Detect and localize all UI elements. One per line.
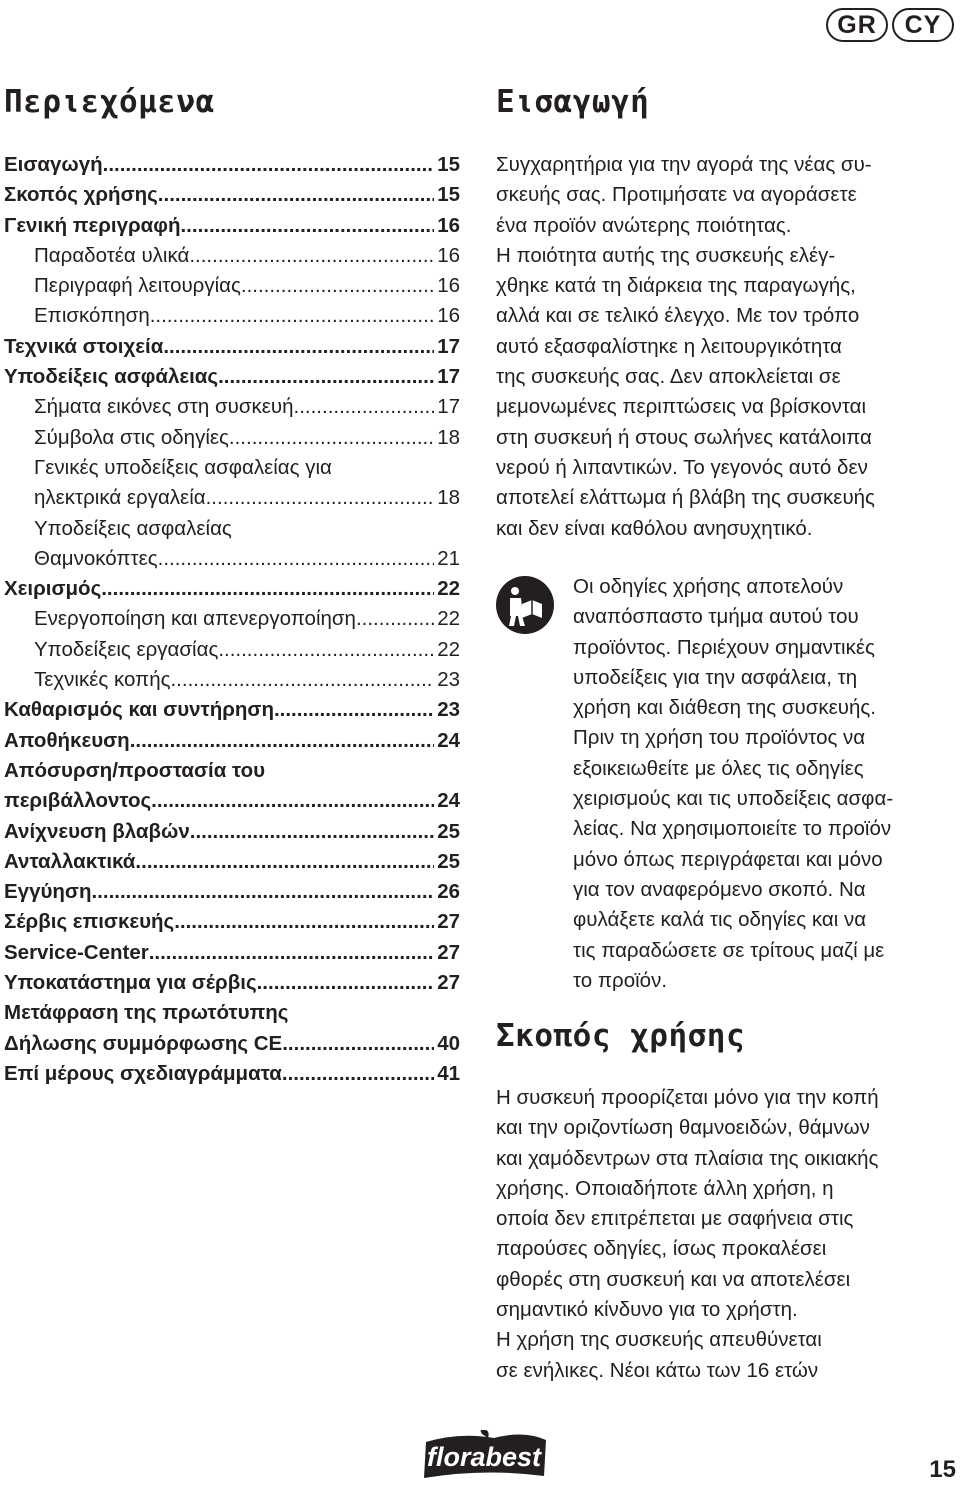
toc-entry-page: 22 bbox=[437, 577, 460, 601]
text-line: σκευής σας. Προτιμήσατε να αγοράσετε bbox=[496, 183, 857, 207]
toc-entry-page: 40 bbox=[437, 1031, 460, 1055]
toc-entry-label: Χειρισμός bbox=[4, 577, 102, 601]
toc-entry bbox=[4, 514, 460, 544]
toc-leader-dots bbox=[174, 907, 434, 937]
toc-entry bbox=[4, 907, 460, 937]
toc-leader-dots bbox=[274, 695, 434, 725]
toc-leader-dots bbox=[282, 1029, 434, 1059]
toc-entry-page: 27 bbox=[437, 940, 460, 964]
toc-entry-page: 17 bbox=[437, 395, 460, 419]
svg-text:florabest: florabest bbox=[426, 1442, 542, 1472]
text-line: το προϊόν. bbox=[573, 968, 668, 992]
text-line: σημαντικό κίνδυνο για το χρήστη. bbox=[496, 1298, 798, 1322]
text-line: υποδείξεις για την ασφάλεια, τη bbox=[573, 665, 858, 689]
toc-entry bbox=[4, 847, 460, 877]
toc-entry-page: 23 bbox=[437, 698, 460, 722]
toc-entry bbox=[4, 301, 460, 331]
text-line: οποία δεν επιτρέπεται με σαφήνεια στις bbox=[496, 1207, 854, 1231]
text-line: φθορές στη συσκευή και να αποτελέσει bbox=[496, 1267, 851, 1291]
toc-entry-label: Εισαγωγή bbox=[4, 153, 103, 176]
toc-entry bbox=[4, 453, 460, 483]
toc-entry bbox=[4, 241, 460, 271]
toc-entry-page: 18 bbox=[437, 486, 460, 510]
toc-entry bbox=[4, 938, 460, 968]
text-line: χθηκε κατά τη διάρκεια της παραγωγής, bbox=[496, 274, 856, 298]
toc-entry-label: Υποδείξεις ασφαλείας bbox=[34, 516, 232, 540]
toc-leader-dots bbox=[189, 241, 434, 271]
text-line: μεμονωμένες περιπτώσεις να βρίσκονται bbox=[496, 395, 867, 419]
toc-leader-dots bbox=[151, 786, 434, 816]
text-line: Οι οδηγίες χρήσης αποτελούν bbox=[573, 575, 844, 598]
toc-entry bbox=[4, 998, 460, 1028]
toc-entry bbox=[4, 877, 460, 907]
text-line: φυλάξετε καλά τις οδηγίες και να bbox=[573, 908, 867, 932]
toc-entry-page: 21 bbox=[437, 546, 460, 570]
toc-entry bbox=[4, 695, 460, 725]
toc-entry-label: Επί μέρους σχεδιαγράμματα bbox=[4, 1061, 282, 1085]
text-line: Πριν τη χρήση του προϊόντος να bbox=[573, 726, 866, 750]
toc-entry bbox=[4, 150, 460, 180]
manual-notice bbox=[573, 572, 958, 996]
text-line: χρήση και διάθεση της συσκευής. bbox=[573, 696, 876, 720]
text-line: ένα προϊόν ανώτερης ποιότητας. bbox=[496, 213, 792, 237]
text-line: αλλά και σε τελικό έλεγχο. Με τον τρόπο bbox=[496, 304, 860, 328]
toc-entry bbox=[4, 726, 460, 756]
toc-leader-dots bbox=[241, 271, 434, 301]
toc-entry-page: 17 bbox=[437, 334, 460, 358]
toc-entry-page: 24 bbox=[437, 789, 460, 813]
toc-entry-page: 18 bbox=[437, 425, 460, 449]
toc-entry-page: 25 bbox=[437, 849, 460, 873]
page-number: 15 bbox=[929, 1456, 956, 1483]
text-line: και την οριζοντίωση θαμνοειδών, θάμνων bbox=[496, 1116, 870, 1140]
text-line: μόνο όπως περιγράφεται και μόνο bbox=[573, 847, 883, 871]
toc-entry-label: Ανίχνευση βλαβών bbox=[4, 819, 190, 843]
toc-entry-label: Ανταλλακτικά bbox=[4, 849, 136, 873]
text-line: Η ποιότητα αυτής της συσκευής ελέγ- bbox=[496, 243, 836, 267]
toc-entry-label: Υποδείξεις εργασίας bbox=[34, 637, 219, 661]
toc-entry-page: 27 bbox=[437, 971, 460, 995]
toc-entry bbox=[4, 362, 460, 392]
read-manual-icon bbox=[496, 576, 554, 634]
purpose-paragraph bbox=[496, 1083, 958, 1386]
toc-entry bbox=[4, 756, 460, 786]
toc-entry-page: 23 bbox=[437, 668, 460, 692]
toc-leader-dots bbox=[206, 483, 435, 513]
language-badge-gr: GR bbox=[826, 8, 888, 42]
toc-entry-page: 22 bbox=[437, 607, 460, 631]
text-line: και δεν είναι καθόλου ανησυχητικό. bbox=[496, 516, 813, 540]
text-line: για τον αναφερόμενο σκοπό. Να bbox=[573, 877, 866, 901]
toc-leader-dots bbox=[163, 332, 434, 362]
toc-entry bbox=[4, 1029, 460, 1059]
toc-entry-label: Υποκατάστημα για σέρβις bbox=[4, 971, 257, 995]
text-line: χρήσης. Οποιαδήποτε άλλη χρήση, η bbox=[496, 1176, 834, 1200]
toc-entry-page: 41 bbox=[437, 1061, 460, 1085]
toc-leader-dots bbox=[229, 423, 434, 453]
toc-entry-label: ηλεκτρικά εργαλεία bbox=[34, 486, 206, 510]
toc-entry bbox=[4, 786, 460, 816]
intro-title: Εισαγωγή bbox=[496, 84, 650, 120]
toc-leader-dots bbox=[135, 847, 434, 877]
toc-leader-dots bbox=[91, 877, 434, 907]
toc-entry bbox=[4, 332, 460, 362]
text-line: εξοικειωθείτε με όλες τις οδηγίες bbox=[573, 756, 864, 780]
text-line: της συσκευής σας. Δεν αποκλείεται σε bbox=[496, 365, 841, 389]
toc-leader-dots bbox=[218, 635, 434, 665]
toc-leader-dots bbox=[130, 726, 434, 756]
text-line: Συγχαρητήρια για την αγορά της νέας συ- bbox=[496, 153, 872, 176]
toc-entry bbox=[4, 271, 460, 301]
toc-entry-label: Σήματα εικόνες στη συσκευή bbox=[34, 395, 294, 419]
toc-leader-dots bbox=[257, 968, 435, 998]
toc-entry bbox=[4, 1059, 460, 1089]
toc-entry-page: 27 bbox=[437, 910, 460, 934]
toc-entry bbox=[4, 544, 460, 574]
toc-entry-page: 26 bbox=[437, 880, 460, 904]
toc-entry-label: Μετάφραση της πρωτότυπης bbox=[4, 1001, 289, 1025]
toc-leader-dots bbox=[294, 392, 435, 422]
toc-entry-page: 15 bbox=[437, 153, 460, 176]
toc-list bbox=[4, 150, 460, 1089]
toc-entry-label: Καθαρισμός και συντήρηση bbox=[4, 698, 274, 722]
toc-entry-label: Σέρβις επισκευής bbox=[4, 910, 175, 934]
toc-entry bbox=[4, 392, 460, 422]
toc-entry-page: 16 bbox=[437, 274, 460, 298]
toc-leader-dots bbox=[190, 817, 434, 847]
florabest-logo bbox=[420, 1430, 550, 1482]
toc-entry-label: Αποθήκευση bbox=[4, 728, 130, 752]
toc-entry bbox=[4, 665, 460, 695]
toc-entry-page: 16 bbox=[437, 304, 460, 328]
toc-title: Περιεχόμενα bbox=[4, 84, 215, 120]
toc-entry bbox=[4, 423, 460, 453]
toc-leader-dots bbox=[149, 938, 434, 968]
toc-entry-label: Ενεργοποίηση και απενεργοποίηση bbox=[34, 607, 356, 631]
toc-leader-dots bbox=[150, 301, 434, 331]
text-line: και χαμόδεντρων στα πλαίσια της οικιακής bbox=[496, 1146, 879, 1170]
toc-entry-label: Σύμβολα στις οδηγίες bbox=[34, 425, 229, 449]
toc-leader-dots bbox=[103, 150, 435, 180]
toc-entry-label: Απόσυρση/προστασία του bbox=[4, 758, 266, 782]
toc-leader-dots bbox=[170, 665, 434, 695]
toc-entry bbox=[4, 483, 460, 513]
toc-entry-label: Θαμνοκόπτες bbox=[34, 546, 158, 570]
toc-leader-dots bbox=[356, 604, 434, 634]
toc-entry bbox=[4, 635, 460, 665]
toc-leader-dots bbox=[158, 544, 435, 574]
toc-entry-page: 25 bbox=[437, 819, 460, 843]
toc-entry-page: 16 bbox=[437, 213, 460, 237]
toc-entry-page: 17 bbox=[437, 365, 460, 389]
toc-entry-label: Εγγύηση bbox=[4, 880, 92, 904]
toc-entry bbox=[4, 180, 460, 210]
toc-entry-page: 24 bbox=[437, 728, 460, 752]
text-line: τις παραδώσετε σε τρίτους μαζί με bbox=[573, 938, 885, 962]
toc-leader-dots bbox=[101, 574, 434, 604]
toc-entry-label: Service-Center bbox=[4, 940, 149, 964]
text-line: νερού ή λιπαντικών. Το γεγονός αυτό δεν bbox=[496, 455, 868, 479]
text-line: Η συσκευή προορίζεται μόνο για την κοπή bbox=[496, 1086, 879, 1109]
toc-entry bbox=[4, 817, 460, 847]
toc-entry-label: Επισκόπηση bbox=[34, 304, 150, 328]
toc-leader-dots bbox=[218, 362, 434, 392]
toc-entry-label: Γενική περιγραφή bbox=[4, 213, 181, 237]
toc-entry-label: Υποδείξεις ασφάλειας bbox=[4, 365, 219, 389]
text-line: λείας. Να χρησιμοποιείτε το προϊόν bbox=[573, 817, 892, 841]
toc-entry-label: Σκοπός χρήσης bbox=[4, 183, 158, 207]
toc-entry-label: Περιγραφή λειτουργίας bbox=[34, 274, 241, 298]
toc-leader-dots bbox=[282, 1059, 434, 1089]
text-line: χειρισμούς και τις υποδείξεις ασφα- bbox=[573, 787, 894, 811]
toc-entry-label: Τεχνικές κοπής bbox=[34, 668, 171, 692]
text-line: αναπόσπαστο τμήμα αυτού του bbox=[573, 605, 859, 629]
text-line: σε ενήλικες. Νέοι κάτω των 16 ετών bbox=[496, 1358, 819, 1382]
language-badges bbox=[826, 8, 954, 42]
toc-entry-label: Τεχνικά στοιχεία bbox=[4, 334, 164, 358]
text-line: προϊόντος. Περιέχουν σημαντικές bbox=[573, 635, 875, 659]
language-badge-cy: CY bbox=[892, 8, 954, 42]
text-line: Η χρήση της συσκευής απευθύνεται bbox=[496, 1328, 822, 1352]
toc-leader-dots bbox=[180, 211, 434, 241]
toc-entry-label: περιβάλλοντος bbox=[4, 789, 152, 813]
text-line: στη συσκευή ή στους σωλήνες κατάλοιπα bbox=[496, 425, 872, 449]
toc-entry bbox=[4, 604, 460, 634]
toc-entry-label: Παραδοτέα υλικά bbox=[34, 243, 190, 267]
toc-entry-label: Δήλωσης συμμόρφωσης CE bbox=[4, 1031, 283, 1055]
toc-entry-page: 16 bbox=[437, 243, 460, 267]
text-line: παρούσες οδηγίες, ίσως προκαλέσει bbox=[496, 1237, 827, 1261]
toc-entry-page: 22 bbox=[437, 637, 460, 661]
text-line: αποτελεί ελάττωμα ή βλάβη της συσκευής bbox=[496, 486, 875, 510]
toc-entry bbox=[4, 574, 460, 604]
purpose-title: Σκοπός χρήσης bbox=[496, 1018, 746, 1054]
toc-entry-label: Γενικές υποδείξεις ασφαλείας για bbox=[34, 455, 332, 479]
toc-entry bbox=[4, 211, 460, 241]
text-line: αυτό εξασφαλίστηκε η λειτουργικότητα bbox=[496, 334, 842, 358]
intro-paragraph bbox=[496, 150, 958, 544]
toc-entry bbox=[4, 968, 460, 998]
toc-leader-dots bbox=[158, 180, 434, 210]
toc-entry-page: 15 bbox=[437, 183, 460, 207]
